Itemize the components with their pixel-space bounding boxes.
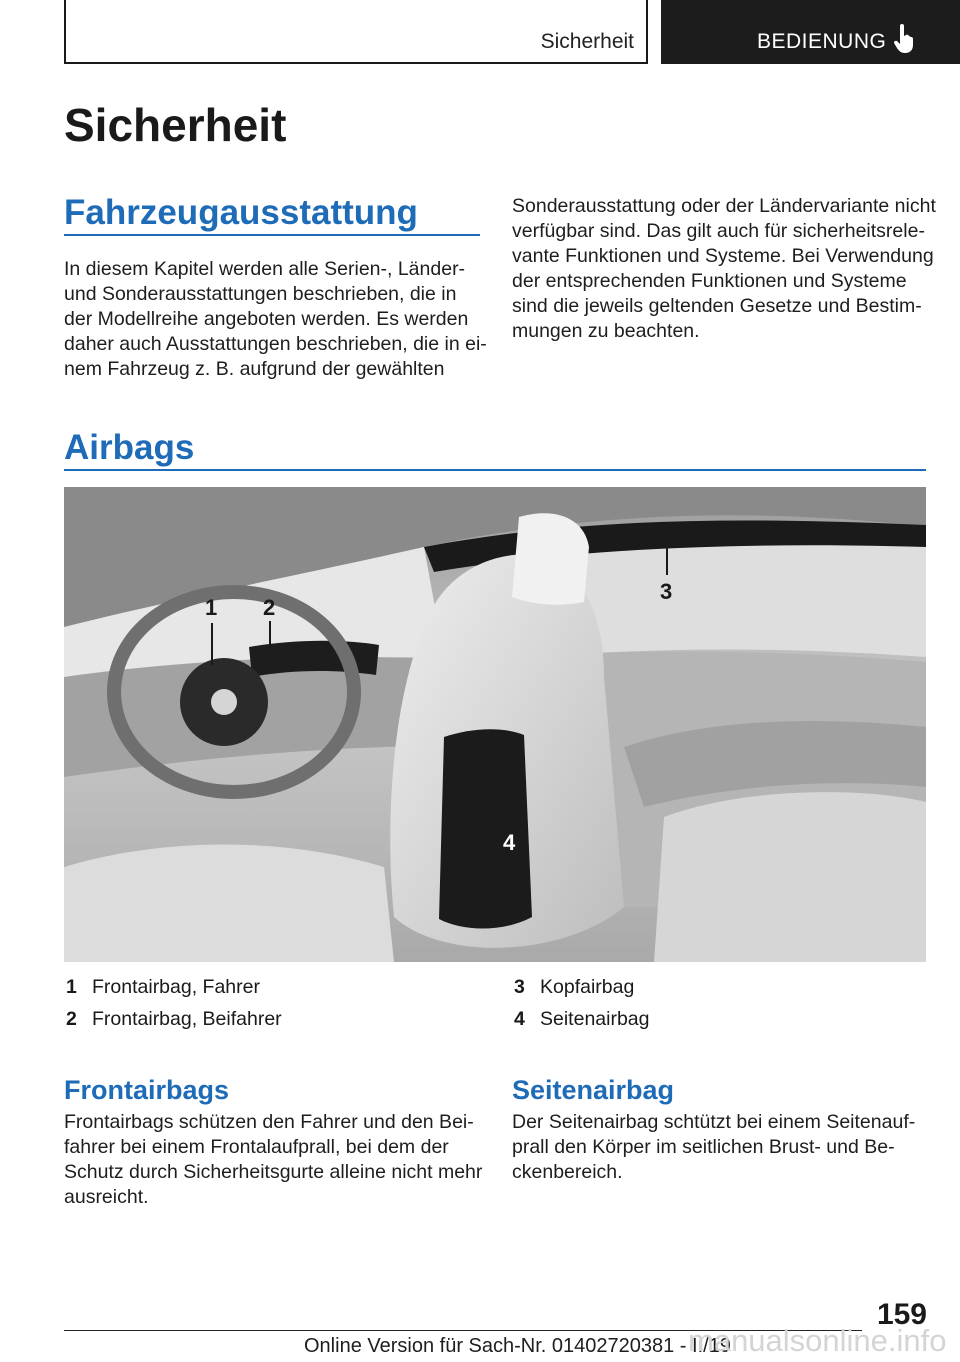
- legend-item: [66, 1003, 282, 1035]
- pointing-hand-icon: [893, 24, 915, 54]
- legend-item: [66, 971, 282, 1003]
- text-line: nem Fahrzeug z. B. aufgrund der gewählten: [64, 358, 445, 380]
- figure-callout-4: 4: [503, 830, 516, 855]
- legend-number: 3: [514, 976, 525, 998]
- intro-text-col2: [512, 194, 936, 344]
- text-line: ckenbereich.: [512, 1161, 623, 1183]
- section-tab: [64, 0, 648, 64]
- frontairbags-text: [64, 1110, 482, 1210]
- figure-callout-1: 1: [205, 595, 218, 620]
- text-line: mungen zu beachten.: [512, 320, 700, 342]
- chapter-tab[interactable]: [661, 0, 960, 64]
- text-line: fahrer bei einem Frontalaufprall, bei dem der: [64, 1136, 449, 1158]
- text-line: daher auch Ausstattungen beschrieben, die in ei-: [64, 333, 487, 355]
- online-version-note: Online Version für Sach-Nr. 01402720381 - II/19: [304, 1335, 731, 1357]
- text-line: Sonderausstattung oder der Ländervariante nicht: [512, 195, 936, 217]
- chapter-tab-label: BEDIENUNG: [757, 30, 887, 53]
- text-line: verfügbar sind. Das gilt auch für sicherheitsrele-: [512, 220, 925, 242]
- figure-legend-right: [514, 971, 650, 1035]
- text-line: und Sonderausstattungen beschrieben, die in: [64, 283, 457, 305]
- text-line: prall den Körper im seitlichen Brust- und Be-: [512, 1136, 895, 1158]
- text-line: Der Seitenairbag schtützt bei einem Seitenauf-: [512, 1111, 916, 1133]
- text-line: Schutz durch Sicherheitsgurte alleine nicht mehr: [64, 1161, 483, 1183]
- text-line: ausreicht.: [64, 1186, 149, 1208]
- legend-number: 4: [514, 1008, 525, 1030]
- subheading-frontairbags: Frontairbags: [64, 1075, 230, 1105]
- figure-callout-3: 3: [660, 579, 673, 604]
- text-line: vante Funktionen und Systeme. Bei Verwendung: [512, 245, 934, 267]
- legend-number: 2: [66, 1008, 77, 1030]
- section-rule: [64, 234, 480, 236]
- text-line: Frontairbags schützen den Fahrer und den Bei-: [64, 1111, 474, 1133]
- figure-callout-2: 2: [263, 595, 276, 620]
- page-title: Sicherheit: [64, 99, 287, 151]
- legend-item: [514, 971, 650, 1003]
- legend-number: 1: [66, 976, 77, 998]
- airbag-illustration: [64, 487, 926, 962]
- page-number: 159: [876, 1298, 927, 1331]
- section-heading-airbags: Airbags: [64, 428, 195, 467]
- watermark: manualsonline.info: [688, 1323, 947, 1358]
- figure-legend-left: [66, 971, 282, 1035]
- legend-label: Frontairbag, Fahrer: [92, 976, 260, 998]
- legend-label: Frontairbag, Beifahrer: [92, 1008, 282, 1030]
- intro-text-col1: [64, 257, 487, 382]
- section-tab-label: Sicherheit: [540, 30, 634, 53]
- text-line: sind die jeweils geltenden Gesetze und Bestim-: [512, 295, 922, 317]
- legend-label: Kopfairbag: [540, 976, 635, 998]
- text-line: der Modellreihe angeboten werden. Es werden: [64, 308, 469, 330]
- subheading-seitenairbag: Seitenairbag: [512, 1075, 675, 1105]
- section-rule: [64, 469, 926, 471]
- section-heading-fahrzeugausstattung: Fahrzeugausstattung: [64, 193, 418, 232]
- text-line: der entsprechenden Funktionen und Systeme: [512, 270, 907, 292]
- legend-item: [514, 1003, 650, 1035]
- seitenairbag-text: [512, 1110, 915, 1185]
- text-line: In diesem Kapitel werden alle Serien-, Länder-: [64, 258, 466, 280]
- legend-label: Seitenairbag: [540, 1008, 650, 1030]
